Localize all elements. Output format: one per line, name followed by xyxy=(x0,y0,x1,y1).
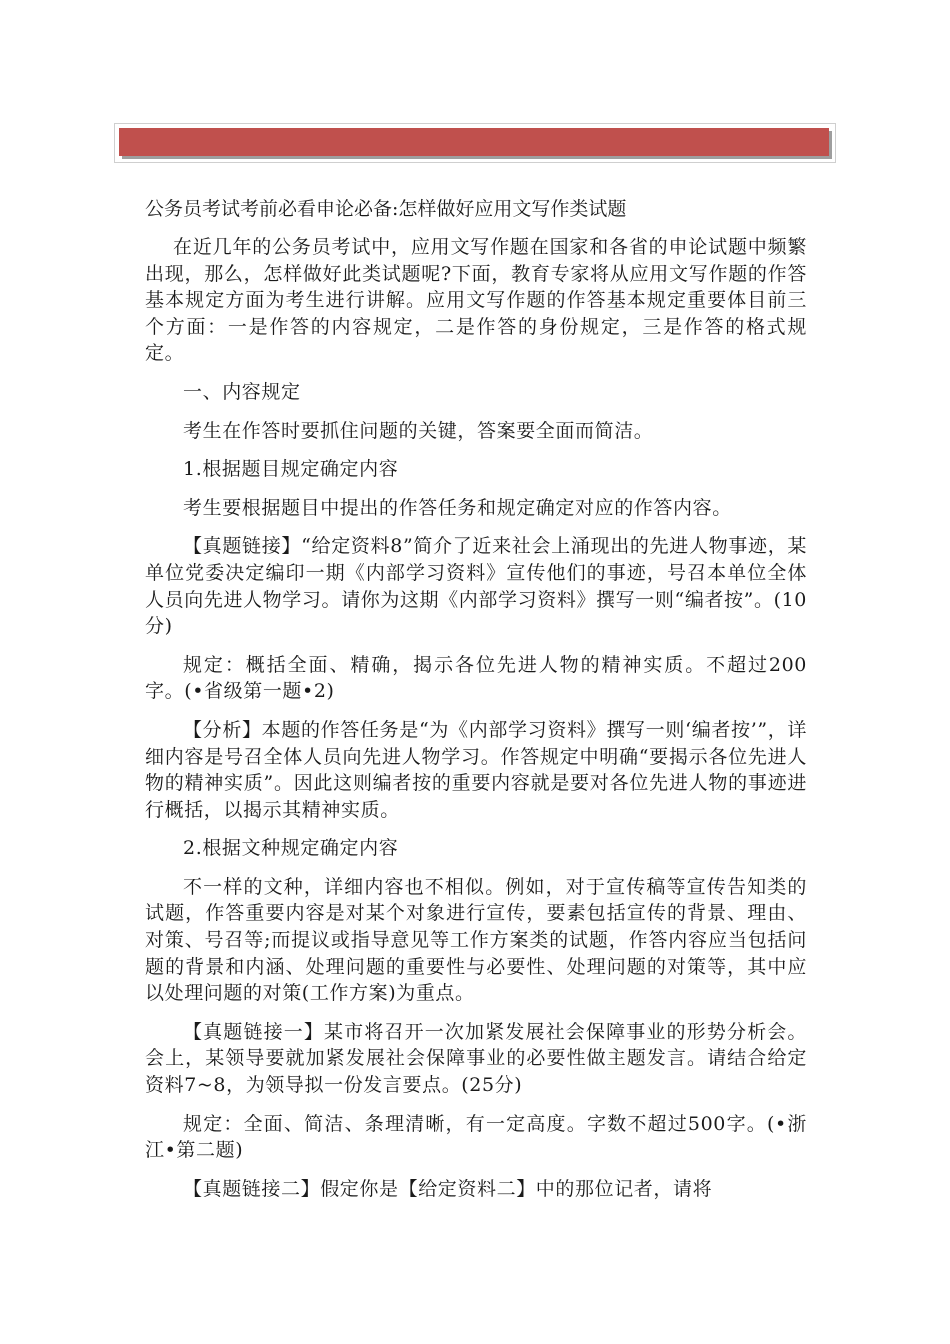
document-title: 公务员考试考前必看申论必备:怎样做好应用文写作类试题 xyxy=(145,198,627,220)
exam-link-paragraph: 【真题链接】“给定资料8”简介了近来社会上涌现出的先进人物事迹，某单位党委决定编印一期《内部学习资料》宣传他们的事迹，号召本单位全体人员向先进人物学习。请你为这期《内部学习资料》撰写一则“编者按”。(10分) xyxy=(145,535,807,638)
header-banner xyxy=(114,123,836,163)
paragraph: 考生在作答时要抓住问题的关键，答案要全面而简洁。 xyxy=(183,419,654,442)
exam-link-two-paragraph: 【真题链接二】假定你是【给定资料二】中的那位记者，请将 xyxy=(183,1177,713,1200)
requirement-paragraph: 规定：概括全面、精确，揭示各位先进人物的精神实质。不超过200字。(•省级第一题•2) xyxy=(145,653,807,703)
subsection-heading-1: 1.根据题目规定确定内容 xyxy=(183,458,399,481)
requirement-paragraph: 规定：全面、简洁、条理清晰，有一定高度。字数不超过500字。(•浙江•第二题) xyxy=(145,1112,807,1162)
analysis-paragraph: 【分析】本题的作答任务是“为《内部学习资料》撰写一则‘编者按’”，详细内容是号召全体人员向先进人物学习。作答规定中明确“要揭示各位先进人物的精神实质”。因此这则编者按的重要内容就是要对各位先进人物的事迹进行概括，以揭示其精神实质。 xyxy=(145,718,807,821)
document-body xyxy=(145,196,807,1214)
paragraph: 不一样的文种，详细内容也不相似。例如，对于宣传稿等宣传告知类的试题，作答重要内容是对某个对象进行宣传，要素包括宣传的背景、理由、对策、号召等;而提议或指导意见等工作方案类的试题，作答内容应当包括问题的背景和内涵、处理问题的重要性与必要性、处理问题的对策等，其中应以处理问题的对策(工作方案)为重点。 xyxy=(145,875,807,1005)
intro-paragraph: 在近几年的公务员考试中，应用文写作题在国家和各省的申论试题中频繁出现，那么，怎样做好此类试题呢?下面，教育专家将从应用文写作题的作答基本规定方面为考生进行讲解。应用文写作题的作答基本规定重要体目前三个方面：一是作答的内容规定，二是作答的身份规定，三是作答的格式规定。 xyxy=(145,236,807,365)
section-heading-content: 一、内容规定 xyxy=(183,380,301,403)
exam-link-one-paragraph: 【真题链接一】某市将召开一次加紧发展社会保障事业的形势分析会。会上，某领导要就加紧发展社会保障事业的必要性做主题发言。请结合给定资料7~8，为领导拟一份发言要点。(25分) xyxy=(145,1020,807,1097)
paragraph: 考生要根据题目中提出的作答任务和规定确定对应的作答内容。 xyxy=(183,496,732,519)
header-banner-bar xyxy=(119,128,829,156)
subsection-heading-2: 2.根据文种规定确定内容 xyxy=(183,837,399,860)
